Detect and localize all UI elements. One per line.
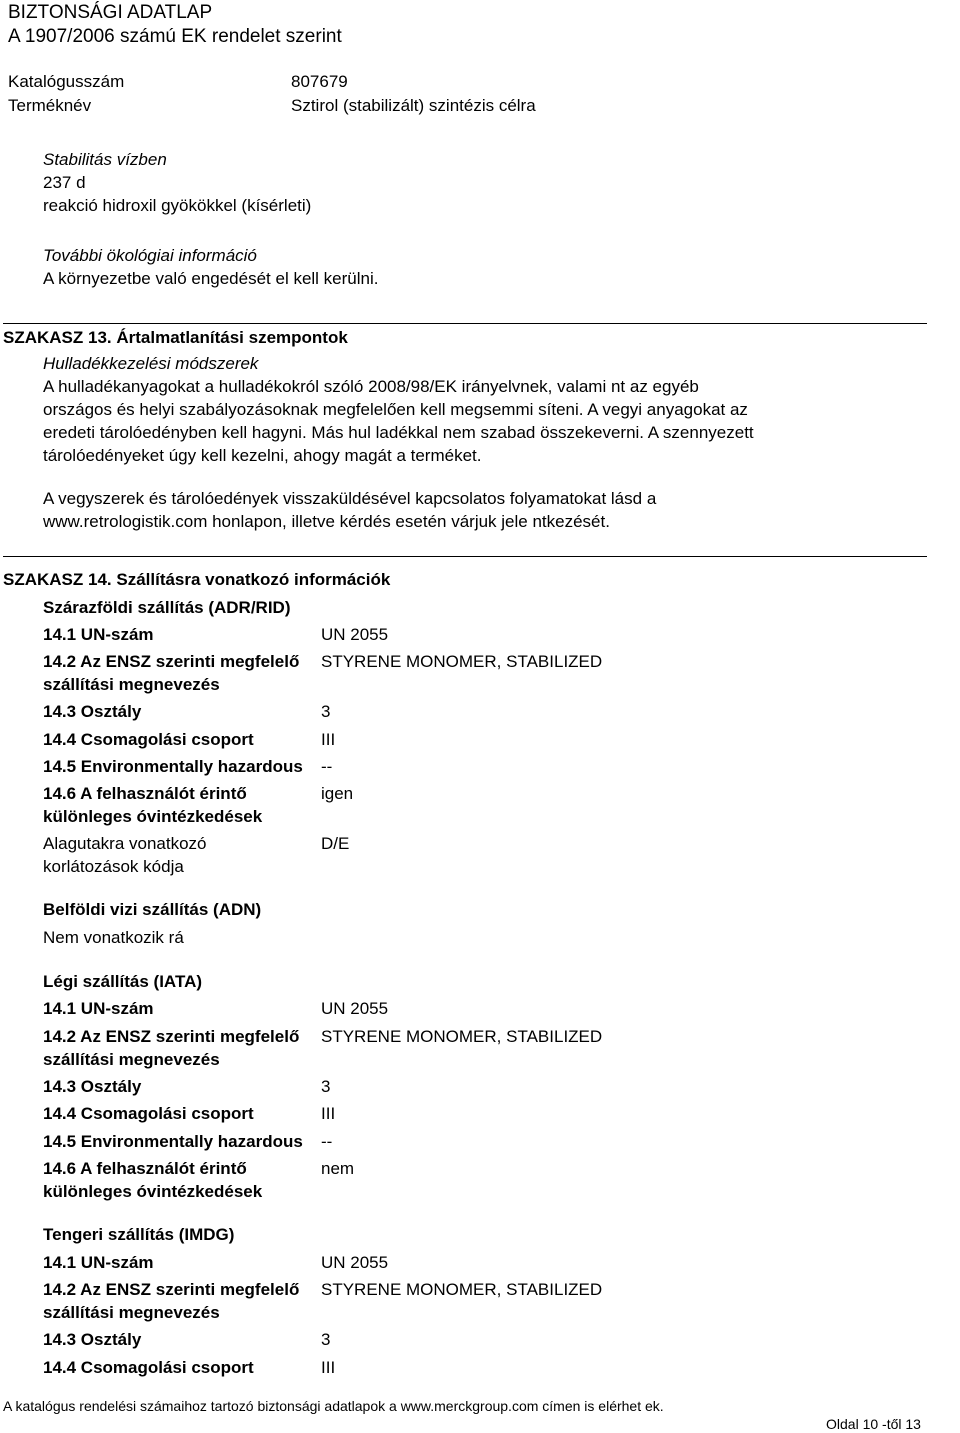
env-hazard-value: -- xyxy=(321,1132,333,1151)
document-subtitle: A 1907/2006 számú EK rendelet szerint xyxy=(8,26,342,47)
waste-methods-heading: Hulladékkezelési módszerek xyxy=(43,354,259,373)
un-number-value: UN 2055 xyxy=(321,625,389,644)
page-number: Oldal 10 -től 13 xyxy=(826,1416,921,1432)
document-title: BIZTONSÁGI ADATLAP xyxy=(8,2,213,23)
packing-group-value: III xyxy=(321,1358,336,1377)
tunnel-code-label: Alagutakra vonatkozó korlátozások kódja xyxy=(43,834,207,876)
special-precautions-label: 14.6 A felhasználót érintő különleges óvintézkedések xyxy=(43,1159,263,1201)
un-number-label: 14.1 UN-szám xyxy=(43,1253,154,1272)
section-14-title: SZAKASZ 14. Szállításra vonatkozó információk xyxy=(3,570,391,589)
un-number-value: UN 2055 xyxy=(321,1253,389,1272)
waste-paragraph-line: eredeti tárolóedényben kell hagyni. Más hul ladékkal nem szabad összekeverni. A szennyezett xyxy=(43,423,754,442)
section-13-title: SZAKASZ 13. Ártalmatlanítási szempontok xyxy=(3,328,348,347)
section-divider xyxy=(3,556,927,557)
shipping-name-label: 14.2 Az ENSZ szerinti megfelelő szállítási megnevezés xyxy=(43,1280,300,1322)
imdg-heading: Tengeri szállítás (IMDG) xyxy=(43,1225,235,1244)
product-name-value: Sztirol (stabilizált) szintézis célra xyxy=(291,96,536,115)
adn-text: Nem vonatkozik rá xyxy=(43,928,184,947)
catalog-number-value: 807679 xyxy=(291,72,348,91)
waste-paragraph-line: országos és helyi szabályozásoknak megfelelően kell megsemmi síteni. A vegyi anyagokat az xyxy=(43,400,748,419)
waste-paragraph-line: A hulladékanyagokat a hulladékokról szóló 2008/98/EK irányelvnek, valami nt az egyéb xyxy=(43,377,699,396)
catalog-number-label: Katalógusszám xyxy=(8,72,125,91)
packing-group-label: 14.4 Csomagolási csoport xyxy=(43,1104,254,1123)
un-number-label: 14.1 UN-szám xyxy=(43,999,154,1018)
packing-group-label: 14.4 Csomagolási csoport xyxy=(43,730,254,749)
waste-paragraph-line: tárolóedényeket úgy kell kezelni, ahogy magát a terméket. xyxy=(43,446,482,465)
adn-heading: Belföldi vizi szállítás (ADN) xyxy=(43,900,262,919)
class-value: 3 xyxy=(321,1077,331,1096)
class-label: 14.3 Osztály xyxy=(43,1330,142,1349)
section-divider xyxy=(3,323,927,324)
packing-group-value: III xyxy=(321,730,336,749)
shipping-name-value: STYRENE MONOMER, STABILIZED xyxy=(321,1027,603,1046)
class-label: 14.3 Osztály xyxy=(43,702,142,721)
shipping-name-label: 14.2 Az ENSZ szerinti megfelelő szállítási megnevezés xyxy=(43,1027,300,1069)
adr-heading: Szárazföldi szállítás (ADR/RID) xyxy=(43,598,291,617)
special-precautions-label: 14.6 A felhasználót érintő különleges óvintézkedések xyxy=(43,784,263,826)
class-value: 3 xyxy=(321,702,331,721)
product-name-label: Terméknév xyxy=(8,96,92,115)
shipping-name-value: STYRENE MONOMER, STABILIZED xyxy=(321,1280,603,1299)
water-stability-heading: Stabilitás vízben xyxy=(43,150,167,169)
env-hazard-label: 14.5 Environmentally hazardous xyxy=(43,1132,303,1151)
un-number-value: UN 2055 xyxy=(321,999,389,1018)
un-number-label: 14.1 UN-szám xyxy=(43,625,154,644)
water-stability-value: 237 d xyxy=(43,173,86,192)
packing-group-value: III xyxy=(321,1104,336,1123)
water-stability-note: reakció hidroxil gyökökkel (kísérleti) xyxy=(43,196,312,215)
eco-info-heading: További ökológiai információ xyxy=(43,246,257,265)
return-paragraph-line: A vegyszerek és tárolóedények visszaküldésével kapcsolatos folyamatokat lásd a xyxy=(43,489,657,508)
class-label: 14.3 Osztály xyxy=(43,1077,142,1096)
class-value: 3 xyxy=(321,1330,331,1349)
special-precautions-value: nem xyxy=(321,1159,355,1178)
special-precautions-value: igen xyxy=(321,784,354,803)
tunnel-code-value: D/E xyxy=(321,834,350,853)
return-paragraph-line: www.retrologistik.com honlapon, illetve kérdés esetén várjuk jele ntkezését. xyxy=(43,512,610,531)
env-hazard-label: 14.5 Environmentally hazardous xyxy=(43,757,303,776)
eco-info-text: A környezetbe való engedését el kell kerülni. xyxy=(43,269,379,288)
footer-note: A katalógus rendelési számaihoz tartozó biztonsági adatlapok a www.merckgroup.com címen is elérhet ek. xyxy=(3,1398,664,1414)
env-hazard-value: -- xyxy=(321,757,333,776)
packing-group-label: 14.4 Csomagolási csoport xyxy=(43,1358,254,1377)
iata-heading: Légi szállítás (IATA) xyxy=(43,972,203,991)
shipping-name-label: 14.2 Az ENSZ szerinti megfelelő szállítási megnevezés xyxy=(43,652,300,694)
shipping-name-value: STYRENE MONOMER, STABILIZED xyxy=(321,652,603,671)
